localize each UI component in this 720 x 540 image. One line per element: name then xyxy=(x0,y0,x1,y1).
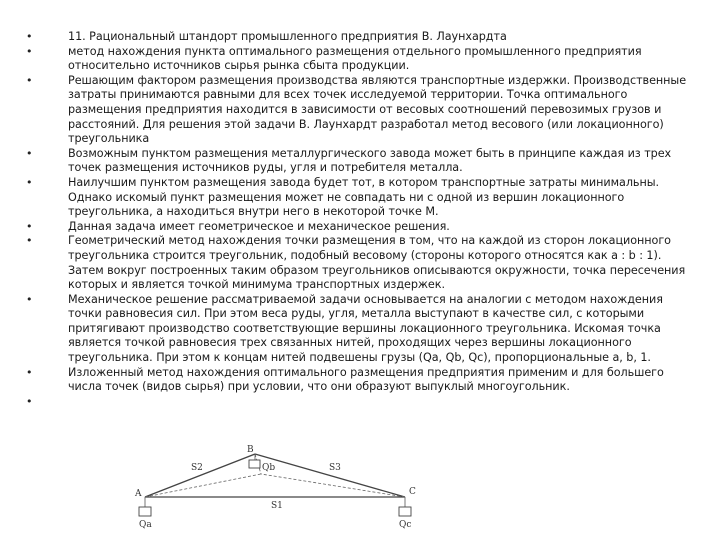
vertex-label-b: B xyxy=(247,445,254,455)
bullet-glyph: • xyxy=(26,219,33,233)
location-triangle-diagram xyxy=(133,444,433,532)
bullet-text: Изложенный метод нахождения оптимального размещения предприятия применим и для большего числа точек (видов сырья) при условии, что они образуют выпуклый многоугольник. xyxy=(68,365,664,394)
thread-a xyxy=(145,474,261,497)
bullet-text: Механическое решение рассматриваемой задачи основывается на аналогии с методом нахождения точки равновесия сил. При этом веса руды, угля, металла выступают в качестве сил, с которыми притягивают производство соответствующие вершины локационного треугольника. Искомая точка является точкой равновесия трех связанных нитей, проходящих через вершины локационного треугольника. При этом к концам нитей подвешены грузы (Qa, Qb, Qc), пропорциональные a, b, 1. xyxy=(68,292,663,365)
weight-label-qc: Qc xyxy=(399,520,412,530)
bullet-glyph: • xyxy=(26,292,33,306)
weight-qb xyxy=(249,460,260,468)
weight-label-qa: Qa xyxy=(139,520,152,530)
bullet-item xyxy=(26,220,696,235)
vertex-label-c: C xyxy=(409,487,416,497)
bullet-text: Данная задача имеет геометрическое и механическое решения. xyxy=(68,219,450,233)
vertex-label-a: A xyxy=(135,489,142,499)
thread-c xyxy=(261,474,405,497)
bullet-text: метод нахождения пункта оптимального размещения отдельного промышленного предприятия относительно источников сырья рынка сбыта продукции. xyxy=(68,44,642,73)
bullet-text: Возможным пунктом размещения металлургического завода может быть в принципе каждая из трех точек размещения источников руды, угля и потребителя металла. xyxy=(68,146,672,175)
bullet-glyph: • xyxy=(26,394,33,408)
bullet-text: Геометрический метод нахождения точки размещения в том, что на каждой из сторон локационного треугольника строится треугольник, подобный весовому (стороны которого относятся как a : b : 1). Затем вокруг построенных таким образом треугольников описываются окружности, точка пересечения которых и является точкой минимума транспортных издержек. xyxy=(68,234,686,292)
side-label-s2: S2 xyxy=(191,463,203,473)
bullet-glyph: • xyxy=(26,73,33,87)
triangle-side-ab xyxy=(145,454,255,497)
bullet-glyph: • xyxy=(26,44,33,58)
bullet-item xyxy=(26,45,696,74)
bullet-glyph: • xyxy=(26,234,33,248)
bullet-item xyxy=(26,293,696,366)
bullet-glyph: • xyxy=(26,146,33,160)
bullet-item xyxy=(26,176,696,220)
bullet-text: Решающим фактором размещения производства являются транспортные издержки. Производственные затраты принимаются равными для всех точек исследуемой территории. Точка оптимального размещения предприятия находится в зависимости от весовых соотношений перевозимых грузов и расстояний. Для решения этой задачи В. Лаунхардт разработал метод весового (или локационного) треугольника xyxy=(68,73,687,146)
weight-label-qb: Qb xyxy=(262,463,276,473)
weight-qc xyxy=(399,507,411,516)
bullet-text: Наилучшим пунктом размещения завода будет тот, в котором транспортные затраты минимальны. Однако искомый пункт размещения может не совпадать ни с одной из вершин локационного треугольника, а находиться внутри него в некоторой точке М. xyxy=(68,175,660,219)
triangle-side-bc xyxy=(255,454,405,497)
bullet-item xyxy=(26,147,696,176)
bullet-item xyxy=(26,366,696,395)
bullet-item xyxy=(26,30,696,45)
bullet-list xyxy=(26,30,696,408)
bullet-item xyxy=(26,234,696,292)
weight-qa xyxy=(139,507,151,516)
side-label-s1: S1 xyxy=(271,501,283,511)
bullet-text: 11. Рациональный штандорт промышленного предприятия В. Лаунхардта xyxy=(68,30,507,43)
bullet-glyph: • xyxy=(26,365,33,379)
bullet-item xyxy=(26,74,696,147)
side-label-s3: S3 xyxy=(329,463,341,473)
bullet-glyph: • xyxy=(26,30,33,43)
bullet-glyph: • xyxy=(26,175,33,189)
